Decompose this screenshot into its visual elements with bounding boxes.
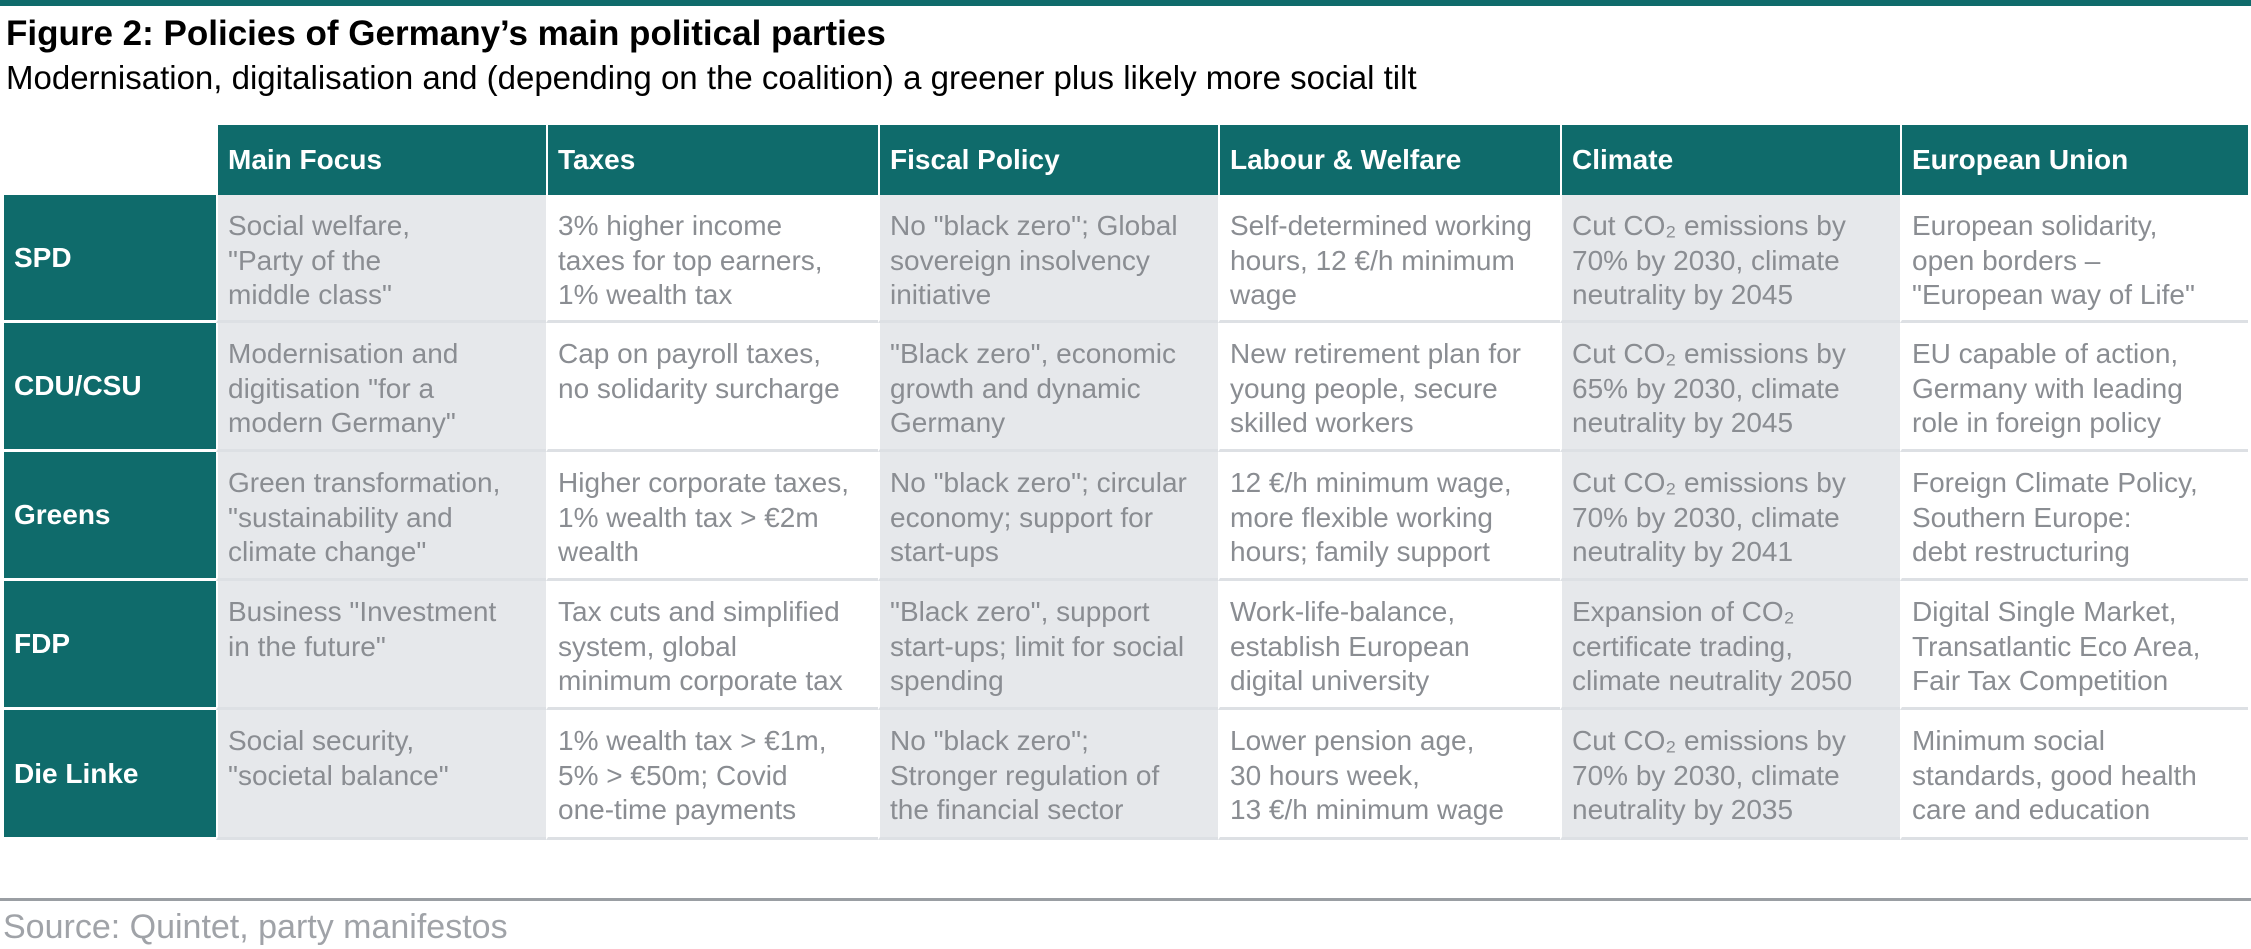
- policy-cell-line: taxes for top earners,: [558, 244, 823, 276]
- policy-cell: [1900, 581, 2248, 710]
- top-rule: [0, 0, 2251, 6]
- policy-cell-line: neutrality by 2045: [1572, 407, 1794, 438]
- policy-cell-line: 5% > €50m; Covid: [558, 759, 788, 791]
- policy-cell-line: care and education: [1912, 794, 2151, 825]
- policy-cell: [1560, 710, 1900, 840]
- policy-cell-line: 70% by 2030, climate: [1572, 759, 1840, 791]
- policy-cell-line: Minimum social: [1912, 725, 2105, 756]
- policy-cell-line: No "black zero"; Global: [890, 210, 1178, 241]
- column-header: Fiscal Policy: [878, 125, 1218, 195]
- column-header: Taxes: [546, 125, 878, 195]
- column-header: Main Focus: [216, 125, 546, 195]
- policy-cell-line: 3% higher income: [558, 210, 783, 241]
- policy-cell: [1560, 581, 1900, 710]
- policy-cell-line: 13 €/h minimum wage: [1230, 794, 1504, 825]
- policy-cell: [546, 710, 878, 840]
- policy-cell-line: No "black zero";: [890, 725, 1089, 756]
- policy-cell: [1900, 710, 2248, 840]
- policy-cell-line: "sustainability and: [228, 501, 453, 533]
- policy-cell: [878, 195, 1218, 323]
- policy-cell-line: establish European: [1230, 630, 1470, 662]
- policy-cell-line: spending: [890, 665, 1004, 696]
- policy-cell-line: role in foreign policy: [1912, 407, 2162, 438]
- policy-cell-line: in the future": [228, 630, 386, 662]
- bottom-rule: [0, 898, 2251, 901]
- policy-cell-line: No "black zero"; circular: [890, 467, 1187, 498]
- policy-cell-line: Green transformation,: [228, 467, 501, 498]
- party-label: SPD: [4, 195, 216, 323]
- party-label: Greens: [4, 452, 216, 581]
- policy-cell: [1218, 323, 1560, 452]
- policy-cell: [216, 710, 546, 840]
- policy-cell-line: wealth: [558, 536, 639, 567]
- policy-cell: [546, 195, 878, 323]
- policy-cell-line: digital university: [1230, 665, 1430, 696]
- policy-cell-line: Cut CO₂ emissions by: [1572, 467, 1846, 498]
- policy-cell-line: growth and dynamic: [890, 372, 1141, 404]
- policy-cell-line: neutrality by 2045: [1572, 279, 1794, 310]
- policy-cell-line: sovereign insolvency: [890, 244, 1150, 276]
- policy-cell-line: debt restructuring: [1912, 536, 2130, 567]
- policy-cell: [878, 452, 1218, 581]
- policy-cell: [878, 581, 1218, 710]
- policy-cell-line: 12 €/h minimum wage,: [1230, 467, 1512, 498]
- figure-subtitle: Modernisation, digitalisation and (depending on the coalition) a greener plus likely more social tilt: [6, 59, 1417, 96]
- policy-cell: [878, 323, 1218, 452]
- policy-cell-line: 65% by 2030, climate: [1572, 372, 1840, 404]
- policy-cell: [1218, 710, 1560, 840]
- policy-cell: [1218, 195, 1560, 323]
- policy-cell-line: Tax cuts and simplified: [558, 596, 840, 627]
- policy-cell: [546, 323, 878, 452]
- policy-cell: [216, 452, 546, 581]
- policy-cell: [546, 581, 878, 710]
- policy-cell-line: neutrality by 2035: [1572, 794, 1794, 825]
- column-header: Climate: [1560, 125, 1900, 195]
- policy-cell-line: Modernisation and: [228, 338, 459, 369]
- policy-cell-line: modern Germany": [228, 407, 456, 438]
- policy-cell-line: no solidarity surcharge: [558, 372, 840, 404]
- policy-cell: [216, 581, 546, 710]
- policy-cell-line: one-time payments: [558, 794, 797, 825]
- policy-cell-line: "Black zero", support: [890, 596, 1150, 627]
- policy-cell-line: 70% by 2030, climate: [1572, 244, 1840, 276]
- policy-cell-line: Stronger regulation of: [890, 759, 1160, 791]
- policy-cell-line: "European way of Life": [1912, 279, 2195, 310]
- policy-cell-line: Self-determined working: [1230, 210, 1532, 241]
- policy-cell-line: system, global: [558, 630, 737, 662]
- policy-cell-line: Social security,: [228, 725, 415, 756]
- policy-cell-line: Cut CO₂ emissions by: [1572, 338, 1846, 369]
- policy-cell-line: 70% by 2030, climate: [1572, 501, 1840, 533]
- figure-title: Figure 2: Policies of Germany’s main political parties: [6, 14, 886, 53]
- policy-cell-line: minimum corporate tax: [558, 665, 843, 696]
- policy-cell-line: start-ups; limit for social: [890, 630, 1185, 662]
- policy-cell-line: Higher corporate taxes,: [558, 467, 850, 498]
- policy-cell-line: young people, secure: [1230, 372, 1498, 404]
- policy-cell-line: hours, 12 €/h minimum: [1230, 244, 1515, 276]
- policy-cell-line: Germany: [890, 407, 1006, 438]
- policy-cell: [1218, 581, 1560, 710]
- policy-cell-line: climate neutrality 2050: [1572, 665, 1853, 696]
- policy-cell-line: climate change": [228, 536, 427, 567]
- policy-cell-line: neutrality by 2041: [1572, 536, 1794, 567]
- policy-cell-line: EU capable of action,: [1912, 338, 2179, 369]
- party-label: CDU/CSU: [4, 323, 216, 452]
- policy-cell-line: Southern Europe:: [1912, 501, 2132, 533]
- column-header: Labour & Welfare: [1218, 125, 1560, 195]
- policy-cell-line: 30 hours week,: [1230, 759, 1420, 791]
- policy-cell-line: 1% wealth tax > €2m: [558, 501, 819, 533]
- policy-cell-line: Transatlantic Eco Area,: [1912, 630, 2201, 662]
- policy-cell: [878, 710, 1218, 840]
- policy-cell: [1560, 195, 1900, 323]
- policy-cell-line: Cut CO₂ emissions by: [1572, 210, 1846, 241]
- policy-cell-line: Foreign Climate Policy,: [1912, 467, 2198, 498]
- policy-cell: [216, 195, 546, 323]
- policy-cell-line: Digital Single Market,: [1912, 596, 2177, 627]
- policy-cell-line: middle class": [228, 279, 392, 310]
- party-label: FDP: [4, 581, 216, 710]
- policy-cell-line: European solidarity,: [1912, 210, 2158, 241]
- policy-cell-line: start-ups: [890, 536, 999, 567]
- policy-cell: [1900, 452, 2248, 581]
- policy-cell-line: "Party of the: [228, 244, 382, 276]
- policy-cell: [1900, 195, 2248, 323]
- policy-cell-line: "societal balance": [228, 759, 449, 791]
- policy-cell-line: standards, good health: [1912, 759, 2197, 791]
- policy-cell: [1218, 452, 1560, 581]
- policy-cell-line: 1% wealth tax: [558, 279, 733, 310]
- policy-cell-line: hours; family support: [1230, 536, 1490, 567]
- policy-cell-line: Business "Investment: [228, 596, 497, 627]
- policy-cell-line: more flexible working: [1230, 501, 1493, 533]
- policy-cell-line: initiative: [890, 279, 992, 310]
- header-blank: [4, 125, 216, 195]
- policy-cell-line: skilled workers: [1230, 407, 1414, 438]
- policy-cell: [1560, 452, 1900, 581]
- policy-cell-line: "Black zero", economic: [890, 338, 1176, 369]
- policy-cell-line: Expansion of CO₂: [1572, 596, 1795, 627]
- policy-cell-line: the financial sector: [890, 794, 1124, 825]
- policy-cell: [1560, 323, 1900, 452]
- policy-cell-line: digitisation "for a: [228, 372, 435, 404]
- policy-cell-line: 1% wealth tax > €1m,: [558, 725, 827, 756]
- policy-cell-line: Lower pension age,: [1230, 725, 1475, 756]
- column-header: European Union: [1900, 125, 2248, 195]
- policy-cell-line: Social welfare,: [228, 210, 411, 241]
- policy-cell-line: wage: [1230, 279, 1297, 310]
- source-note: Source: Quintet, party manifestos: [3, 908, 508, 946]
- policy-cell-line: open borders –: [1912, 244, 2101, 276]
- policy-cell-line: certificate trading,: [1572, 630, 1793, 662]
- policy-cell-line: Fair Tax Competition: [1912, 665, 2169, 696]
- policy-cell-line: Cut CO₂ emissions by: [1572, 725, 1846, 756]
- policy-cell-line: Work-life-balance,: [1230, 596, 1456, 627]
- policy-cell-line: economy; support for: [890, 501, 1154, 533]
- policy-cell-line: Cap on payroll taxes,: [558, 338, 822, 369]
- policy-cell-line: Germany with leading: [1912, 372, 2183, 404]
- policy-cell: [1900, 323, 2248, 452]
- party-label: Die Linke: [4, 710, 216, 840]
- policy-cell: [216, 323, 546, 452]
- policy-cell-line: New retirement plan for: [1230, 338, 1522, 369]
- policy-table: [4, 125, 2248, 840]
- policy-cell: [546, 452, 878, 581]
